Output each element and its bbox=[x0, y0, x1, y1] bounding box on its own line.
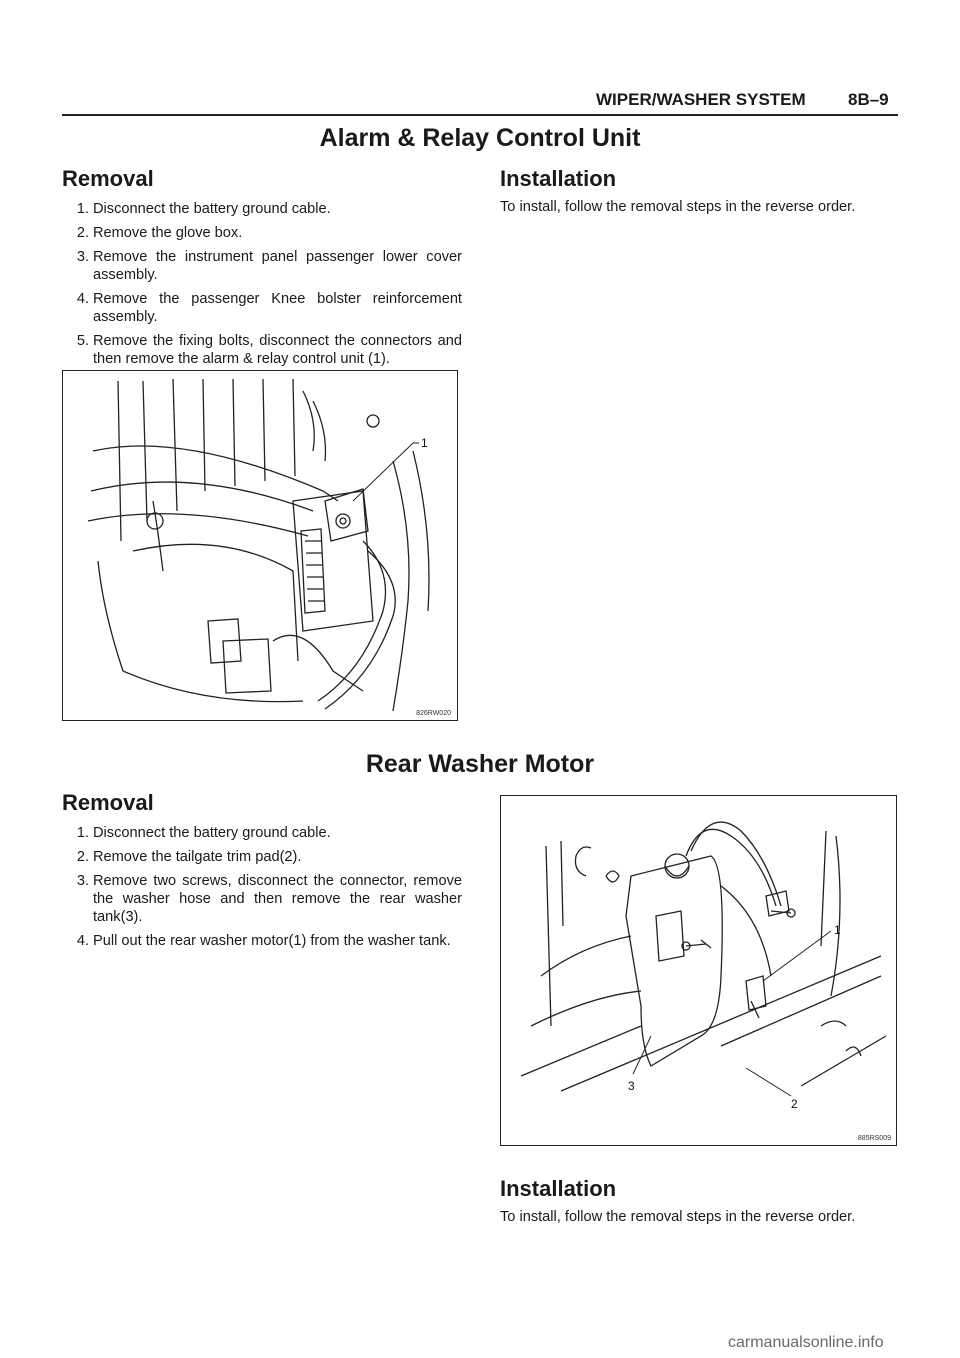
installation-heading: Installation bbox=[500, 166, 617, 191]
installation-heading-2: Installation bbox=[500, 1176, 617, 1201]
step-number: 4. bbox=[76, 933, 89, 949]
removal-step bbox=[62, 224, 462, 242]
callout-1: 1 bbox=[421, 436, 428, 450]
step-text: Remove two screws, disconnect the connector, remove the washer hose and then remove the rear washer tank(3). bbox=[93, 873, 462, 925]
figure-alarm-relay-unit bbox=[62, 370, 458, 721]
step-number: 4. bbox=[76, 291, 89, 307]
alarm-relay-illustration bbox=[63, 371, 457, 720]
removal-step bbox=[62, 848, 462, 866]
removal-heading-2: Removal bbox=[62, 790, 154, 815]
running-header-title: WIPER/WASHER SYSTEM bbox=[596, 90, 806, 109]
step-text: Remove the tailgate trim pad(2). bbox=[93, 849, 302, 865]
step-number: 2. bbox=[76, 225, 89, 241]
step-text: Pull out the rear washer motor(1) from the washer tank. bbox=[93, 933, 451, 949]
step-text: Remove the fixing bolts, disconnect the connectors and then remove the alarm & relay control unit (1). bbox=[93, 333, 462, 367]
removal-step bbox=[62, 932, 462, 950]
removal-step bbox=[62, 248, 462, 284]
header-rule bbox=[62, 114, 898, 116]
step-number: 3. bbox=[76, 873, 89, 889]
step-number: 3. bbox=[76, 249, 89, 265]
removal-step bbox=[62, 332, 462, 368]
callout-3: 3 bbox=[628, 1079, 635, 1093]
step-text: Remove the glove box. bbox=[93, 225, 243, 241]
figure-rear-washer-motor bbox=[500, 795, 897, 1146]
section-title-rear-washer-motor: Rear Washer Motor bbox=[365, 750, 595, 778]
step-number: 1. bbox=[76, 825, 89, 841]
removal-steps-list-2 bbox=[62, 824, 462, 956]
figure-code: 826RW020 bbox=[416, 710, 451, 717]
step-text: Remove the passenger Knee bolster reinforcement assembly. bbox=[93, 291, 462, 325]
step-text: Disconnect the battery ground cable. bbox=[93, 201, 331, 217]
section-title-alarm-relay: Alarm & Relay Control Unit bbox=[319, 124, 641, 152]
washer-tank-illustration bbox=[501, 796, 896, 1145]
installation-text-2: To install, follow the removal steps in the reverse order. bbox=[500, 1209, 856, 1225]
figure-code-2: 885RS009 bbox=[857, 1135, 891, 1142]
step-number: 2. bbox=[76, 849, 89, 865]
removal-heading: Removal bbox=[62, 166, 154, 191]
removal-step bbox=[62, 290, 462, 326]
removal-step bbox=[62, 824, 462, 842]
watermark: carmanualsonline.info bbox=[728, 1334, 884, 1351]
step-number: 1. bbox=[76, 201, 89, 217]
removal-step bbox=[62, 872, 462, 926]
step-text: Remove the instrument panel passenger lower cover assembly. bbox=[93, 249, 462, 283]
installation-text: To install, follow the removal steps in the reverse order. bbox=[500, 199, 856, 215]
page-number: 8B–9 bbox=[848, 90, 889, 109]
step-number: 5. bbox=[76, 333, 89, 349]
removal-steps-list bbox=[62, 200, 462, 374]
removal-step bbox=[62, 200, 462, 218]
step-text: Disconnect the battery ground cable. bbox=[93, 825, 331, 841]
callout-1: 1 bbox=[834, 923, 841, 937]
callout-2: 2 bbox=[791, 1097, 798, 1111]
